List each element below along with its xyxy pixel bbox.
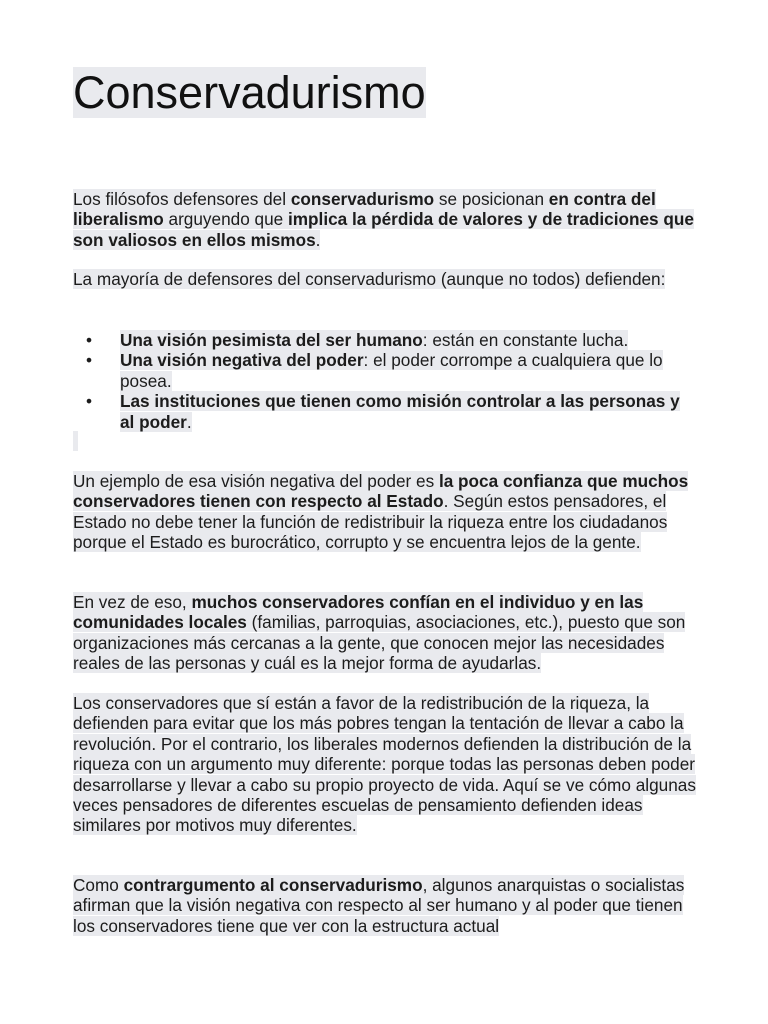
communities-paragraph: En vez de eso, muchos conservadores confían en el individuo y en las comunidades locales (familias, parroquias, asociaciones, etc.), puesto que son organizaciones más cercanas a la gente, que conocen mejor las necesidades reales de las personas y cuál es la mejor forma de ayudarlas. (73, 592, 686, 674)
redistribution-paragraph: Los conservadores que sí están a favor de la redistribución de la riqueza, la defienden para evitar que los más pobres tengan la tentación de llevar a cabo la revolución. Por el contrario, los liberales modernos defienden la distribución de la riqueza con un argumento muy diferente: porque todas las personas deben poder desarrollarse y llevar a cabo su propio proyecto de vida. Aquí se ve cómo algunas veces pensadores de diferentes escuelas de pensamiento defienden ideas similares por motivos muy diferentes. (73, 693, 696, 836)
state-paragraph: Un ejemplo de esa visión negativa del poder es la poca confianza que muchos conservadores tienen con respecto al Estado. Según estos pensadores, el Estado no debe tener la función de redistribuir la riqueza entre los ciudadanos porque el Estado es burocrático, corrupto y se encuentra lejos de la gente. (73, 471, 689, 553)
intro-paragraph: Los filósofos defensores del conservadurismo se posicionan en contra del liberalismo arguyendo que implica la pérdida de valores y de tradiciones que son valiosos en ellos mismos. (73, 189, 694, 250)
bullet-icon: • (86, 330, 93, 350)
empty-line-marker (73, 431, 78, 451)
list-item: • Las instituciones que tienen como misión controlar a las personas y al poder. (86, 391, 680, 432)
list-intro-paragraph: La mayoría de defensores del conservadurismo (aunque no todos) defienden: (73, 269, 666, 289)
ideas-list (73, 330, 698, 432)
page-title: Conservadurismo (73, 67, 426, 118)
list-item: • Una visión negativa del poder: el poder corrompe a cualquiera que lo posea. (86, 350, 663, 391)
bullet-icon: • (86, 391, 93, 412)
list-item: • Una visión pesimista del ser humano: están en constante lucha. (86, 330, 629, 350)
counterargument-paragraph: Como contrargumento al conservadurismo, algunos anarquistas o socialistas afirman que la visión negativa con respecto al ser humano y al poder que tienen los conservadores tiene que ver con la estructura actual (73, 875, 685, 936)
bullet-icon: • (86, 350, 93, 371)
